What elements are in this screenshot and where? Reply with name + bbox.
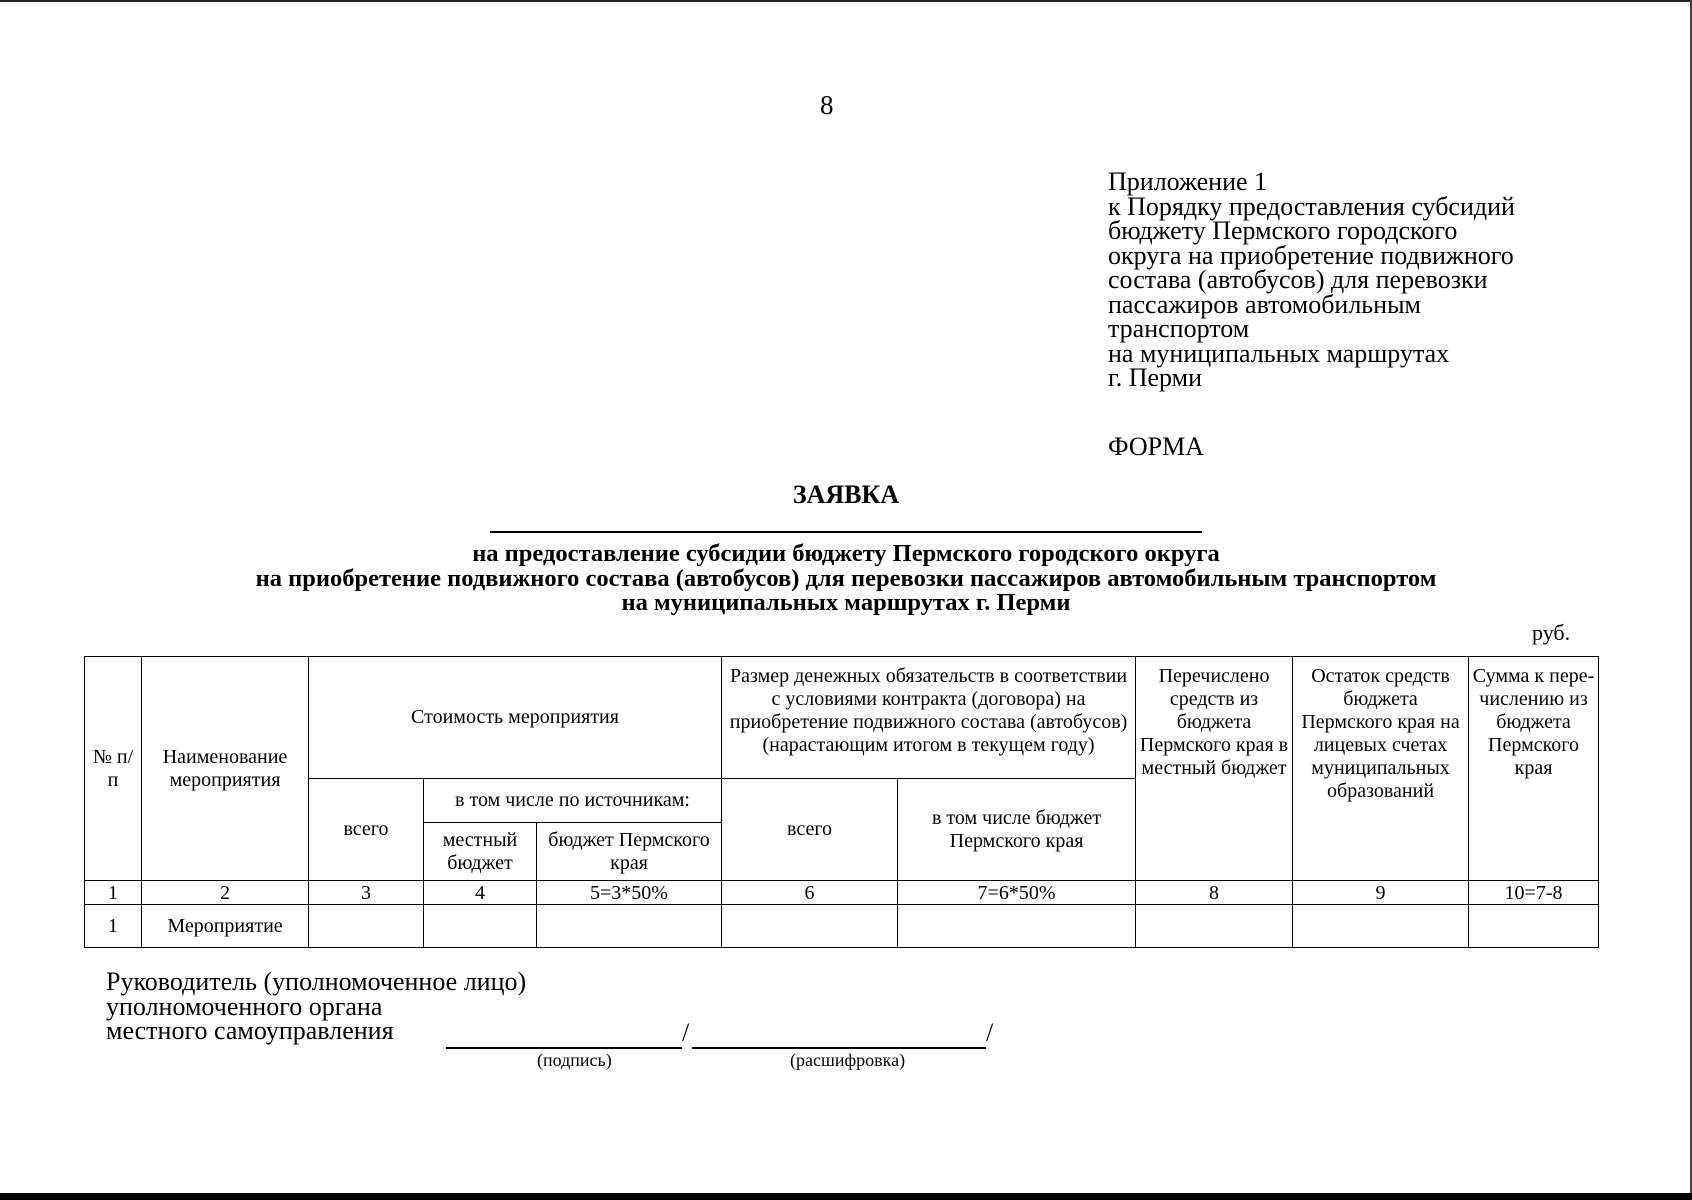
header-cost: Стоимость мероприятия [309, 657, 722, 779]
subtitle-line: на приобретение подвижного состава (автобусов) для перевозки пассажиров автомобильным транспортом [255, 564, 1437, 592]
column-number: 4 [424, 881, 537, 905]
row-event-name: Мероприятие [142, 905, 309, 948]
column-number: 3 [309, 881, 424, 905]
header-transferred: Перечислено средств из бюджета Пермского края в местный бюджет [1136, 657, 1293, 881]
appendix-line: к Порядку предоставления субсидий [1108, 191, 1515, 221]
form-label: ФОРМА [1108, 432, 1204, 461]
appendix-line: округа на приобретение подвижного [1108, 240, 1514, 270]
row-cell [1469, 905, 1599, 948]
header-cost-regional: бюджет Пермского края [537, 823, 722, 881]
appendix-line: г. Перми [1108, 363, 1203, 392]
signature-caption: (подпись) [537, 1050, 612, 1070]
column-number: 1 [85, 881, 142, 905]
signature-slash: / [682, 1018, 690, 1047]
subtitle-line: на предоставление субсидии бюджету Пермского городского округа [472, 540, 1220, 567]
decoding-slash: / [986, 1018, 994, 1047]
row-num: 1 [85, 905, 142, 948]
signature-field-line [446, 1047, 682, 1049]
header-obligations-regional: в том числе бюджет Пермского края [898, 779, 1136, 881]
decoding-field-line [692, 1047, 986, 1049]
appendix-line: состава (автобусов) для перевозки [1108, 265, 1488, 294]
column-number: 7=6*50% [898, 881, 1136, 905]
header-cost-local: местный бюджет [424, 823, 537, 881]
appendix-line: Приложение 1 [1108, 167, 1268, 196]
header-cost-total: всего [309, 779, 424, 881]
signature-line: местного самоуправления [106, 1016, 394, 1045]
row-cell [1293, 905, 1469, 948]
signature-line: уполномоченного органа [106, 991, 383, 1021]
document-title: ЗАЯВКА [792, 480, 900, 509]
row-cell [1136, 905, 1293, 948]
column-number: 10=7-8 [1469, 881, 1599, 905]
column-number: 8 [1136, 881, 1293, 905]
subtitle-line: на муниципальных маршрутах г. Перми [621, 589, 1071, 616]
appendix-line: транспортом [1108, 314, 1250, 343]
row-cell [537, 905, 722, 948]
signature-line: Руководитель (уполномоченное лицо) [106, 967, 527, 996]
row-cell [898, 905, 1136, 948]
header-event-name: Наименование мероприятия [142, 657, 309, 881]
header-obligations-total: всего [722, 779, 898, 881]
table-row [85, 905, 1599, 948]
appendix-line: на муниципальных маршрутах [1108, 338, 1450, 368]
page-edge-top [0, 0, 1692, 2]
application-table [84, 656, 1599, 948]
header-balance: Остаток средств бюджета Пермского края на лицевых счетах муниципальных образований [1293, 657, 1469, 881]
appendix-line: пассажиров автомобильным [1108, 289, 1422, 319]
decoding-caption: (расшифровка) [790, 1050, 906, 1070]
appendix-line: бюджету Пермского городского [1108, 216, 1458, 245]
appendix-reference [1108, 167, 1515, 392]
header-obligations: Размер денежных обязательств в соответствии с условиями контракта (договора) на приобретение подвижного состава (автобусов) (нарастающим итогом в текущем году) [722, 657, 1136, 779]
column-number: 6 [722, 881, 898, 905]
page-number: 8 [820, 90, 834, 120]
row-cell [424, 905, 537, 948]
document-subtitle [0, 542, 1692, 616]
title-underline [490, 531, 1202, 533]
header-num: № п/п [85, 657, 142, 881]
column-number: 9 [1293, 881, 1469, 905]
signature-block [106, 967, 527, 1045]
header-cost-sources: в том числе по источникам: [424, 779, 722, 823]
row-cell [309, 905, 424, 948]
row-cell [722, 905, 898, 948]
column-number: 2 [142, 881, 309, 905]
column-number: 5=3*50% [537, 881, 722, 905]
currency-unit: руб. [1532, 620, 1571, 645]
header-sum-to-transfer: Сумма к пере-числению из бюджета Пермского края [1469, 657, 1599, 881]
page-edge-bottom [0, 1193, 1692, 1200]
